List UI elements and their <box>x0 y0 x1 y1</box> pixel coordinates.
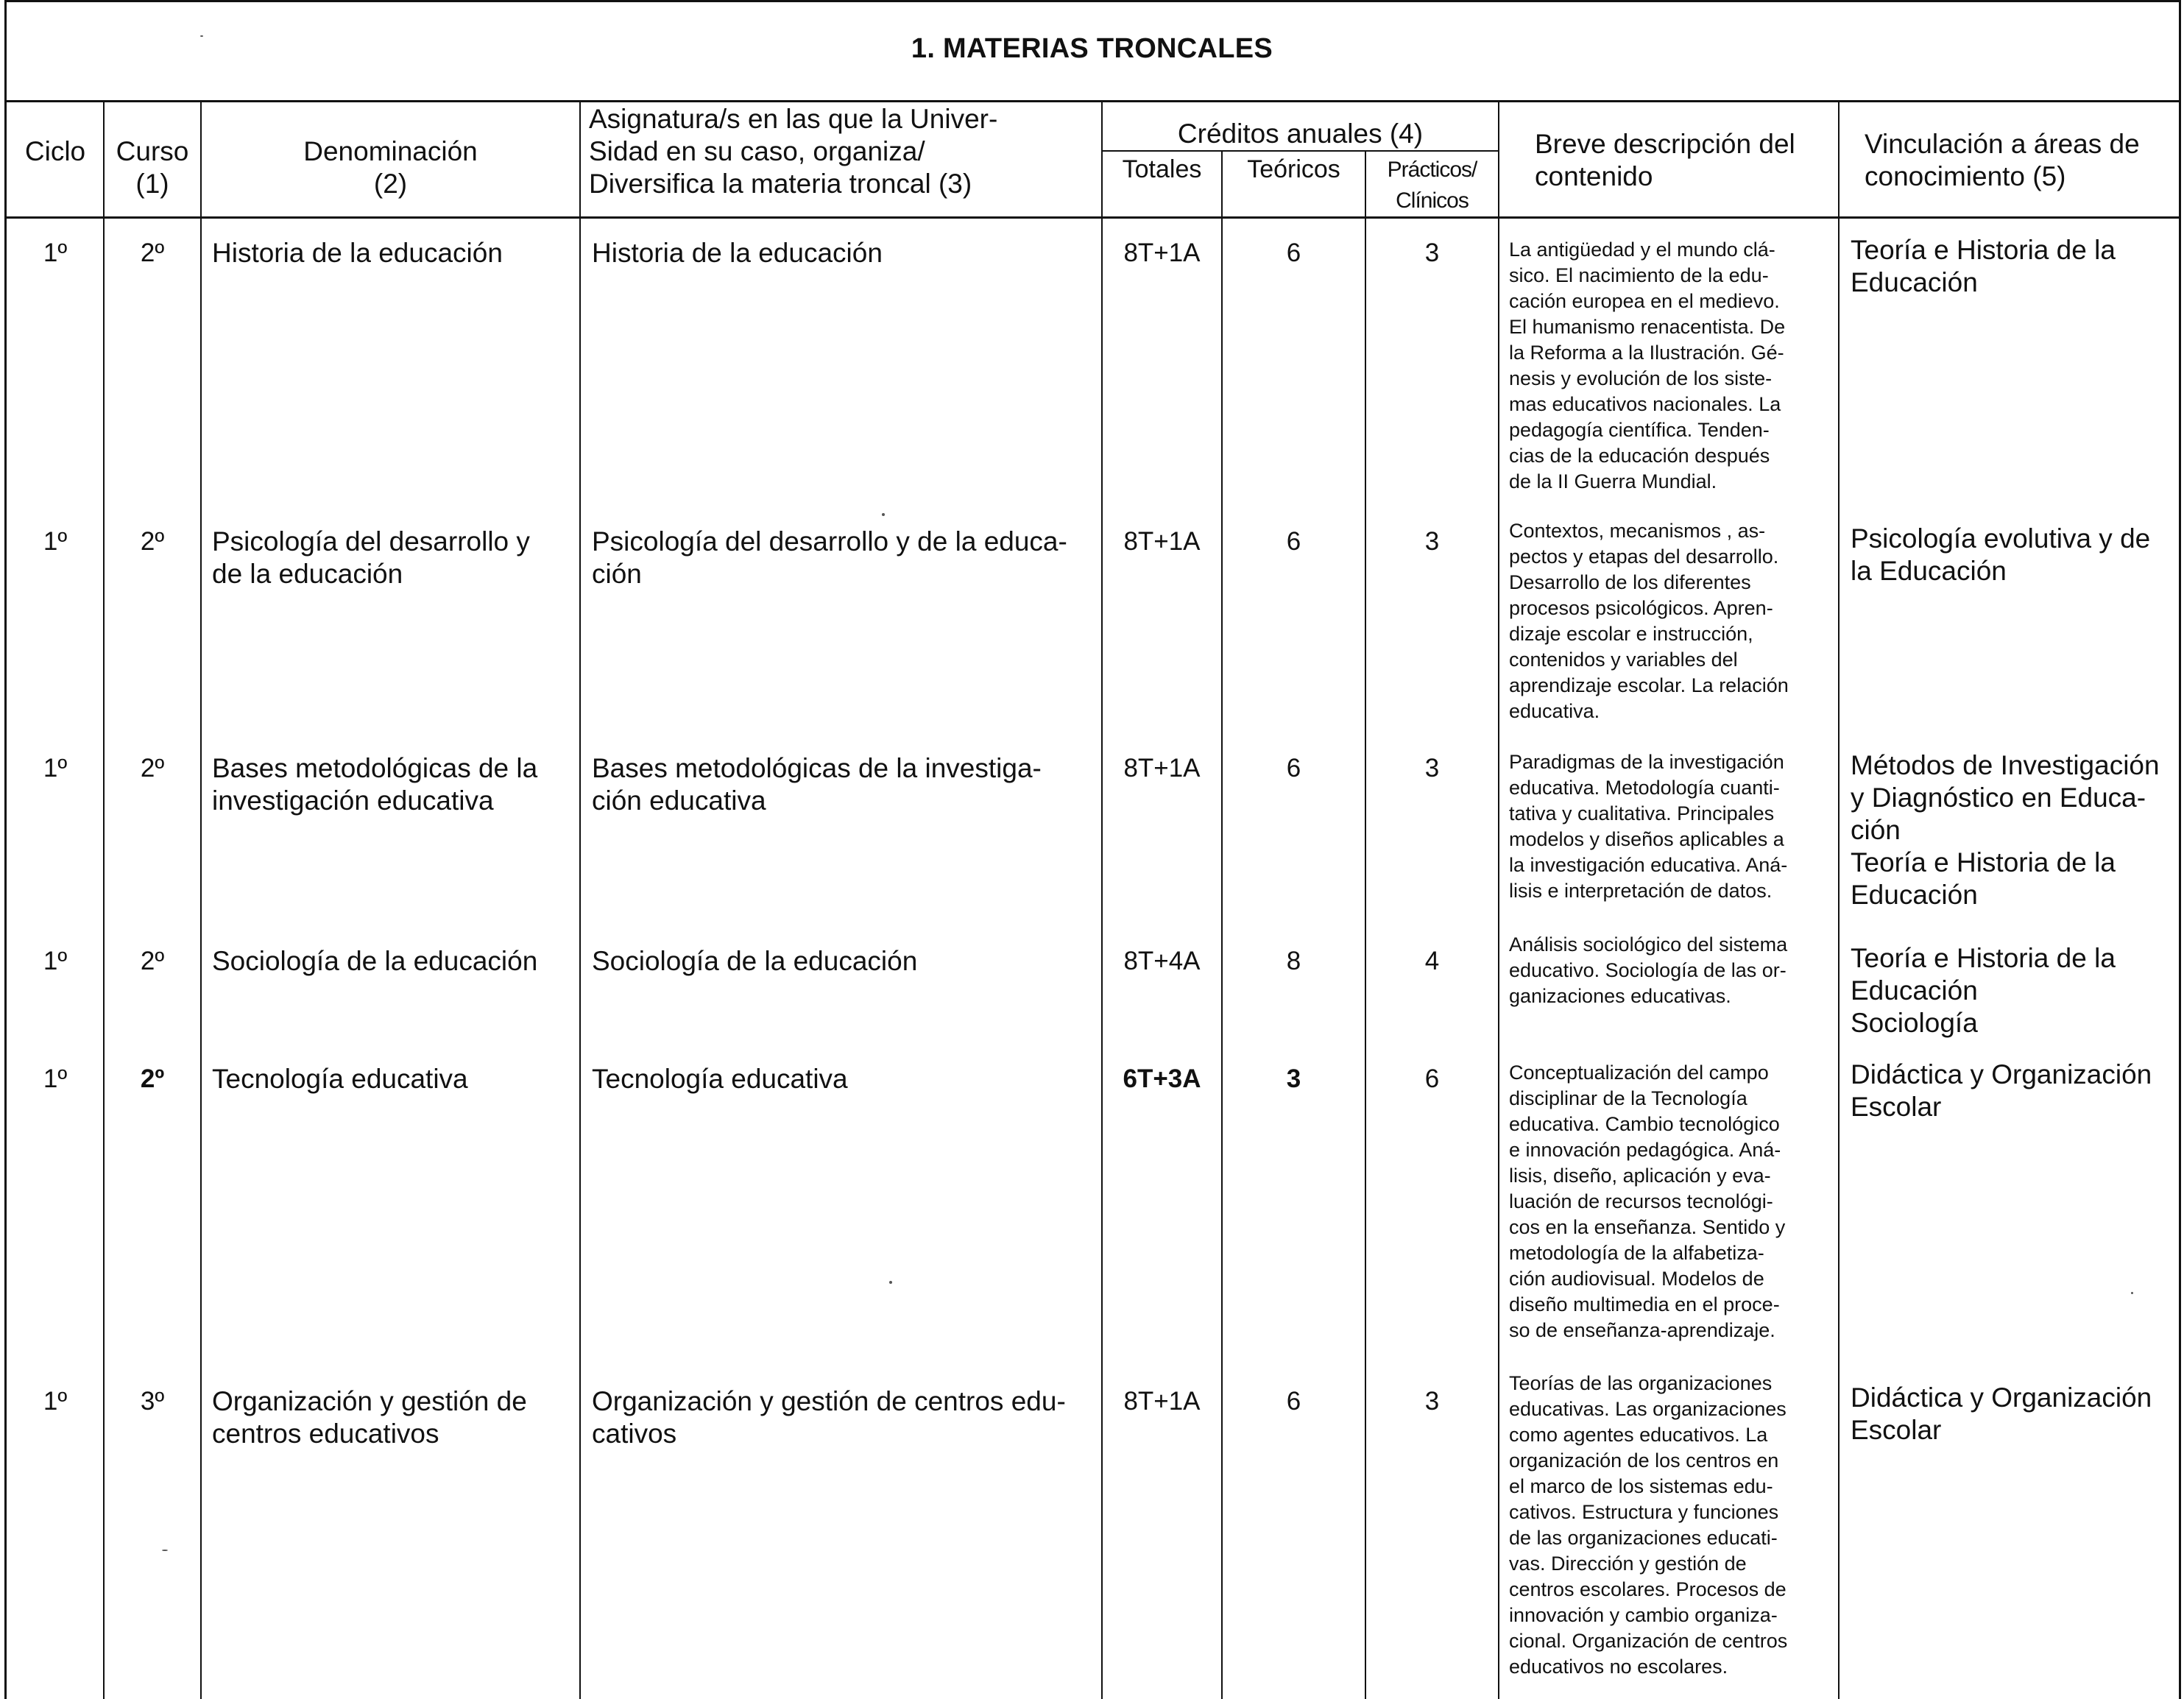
row-totales: 8T+1A <box>1123 754 1201 783</box>
col-divider-7 <box>1498 101 1499 1699</box>
row-practicos: 6 <box>1424 1064 1440 1093</box>
scan-speck <box>200 35 203 37</box>
desc-line: de las organizaciones educati- <box>1509 1527 1778 1549</box>
row-vinculacion: Didáctica y Organización <box>1851 1382 2152 1413</box>
row-practicos: 4 <box>1424 947 1440 975</box>
desc-line: educativas. Las organizaciones <box>1509 1398 1787 1420</box>
row-denominacion: Historia de la educación <box>212 238 503 268</box>
desc-line: mas educativos nacionales. La <box>1509 393 1781 415</box>
desc-line: la investigación educativa. Aná- <box>1509 854 1788 876</box>
desc-line: educativo. Sociología de las or- <box>1509 959 1787 981</box>
desc-line: aprendizaje escolar. La relación <box>1509 674 1789 696</box>
row-curso: 2º <box>140 1064 165 1093</box>
row-vinculacion: Teoría e Historia de la <box>1851 235 2116 265</box>
header-curso-ref: (1) <box>135 169 169 199</box>
row-curso: 2º <box>140 527 165 556</box>
row-totales: 8T+4A <box>1123 947 1201 975</box>
row-curso: 2º <box>140 754 165 783</box>
row-vinculacion: Escolar <box>1851 1415 1942 1445</box>
desc-line: Conceptualización del campo <box>1509 1062 1769 1084</box>
desc-line: diseño multimedia en el proce- <box>1509 1293 1780 1315</box>
row-totales: 8T+1A <box>1123 527 1201 556</box>
row-ciclo: 1º <box>43 947 68 975</box>
row-vinculacion: Educación <box>1851 267 1978 297</box>
row-denominacion: Psicología del desarrollo y <box>212 526 530 557</box>
scan-speck <box>2131 1292 2133 1294</box>
header-curso: Curso <box>116 136 189 166</box>
desc-line: educativos no escolares. <box>1509 1656 1728 1678</box>
row-vinculacion: ción <box>1851 815 1901 845</box>
section-title: 1. MATERIAS TRONCALES <box>911 33 1273 64</box>
row-vinculacion: Teoría e Historia de la <box>1851 943 2116 973</box>
desc-line: El humanismo renacentista. De <box>1509 316 1786 338</box>
header-creditos: Créditos anuales (4) <box>1177 119 1424 149</box>
col-divider-6 <box>1365 151 1366 1699</box>
header-descripcion-line1: Breve descripción del <box>1535 129 1795 159</box>
desc-line: organización de los centros en <box>1509 1449 1779 1472</box>
table-border-right <box>2179 0 2181 1699</box>
row-denominacion: centros educativos <box>212 1419 439 1449</box>
desc-line: pectos y etapas del desarrollo. <box>1509 545 1779 568</box>
row-asignatura: Tecnología educativa <box>592 1064 848 1094</box>
desc-line: la Reforma a la Ilustración. Gé- <box>1509 342 1784 364</box>
col-divider-1 <box>103 101 105 1699</box>
desc-line: cativos. Estructura y funciones <box>1509 1501 1779 1523</box>
row-practicos: 3 <box>1424 527 1440 556</box>
row-teoricos: 6 <box>1286 527 1301 556</box>
desc-line: como agentes educativos. La <box>1509 1424 1768 1446</box>
desc-line: cional. Organización de centros <box>1509 1630 1788 1652</box>
desc-line: educativa. Cambio tecnológico <box>1509 1113 1780 1135</box>
desc-line: sico. El nacimiento de la edu- <box>1509 264 1769 286</box>
header-descripcion-line2: contenido <box>1535 161 1653 191</box>
header-denominacion-ref: (2) <box>373 169 408 199</box>
col-divider-4 <box>1101 101 1103 1699</box>
row-denominacion: Sociología de la educación <box>212 946 538 976</box>
desc-line: ción audiovisual. Modelos de <box>1509 1268 1764 1290</box>
desc-line: nesis y evolución de los siste- <box>1509 367 1773 389</box>
header-vinculacion-line2: conocimiento (5) <box>1865 161 2066 191</box>
row-vinculacion: Métodos de Investigación <box>1851 750 2160 780</box>
row-totales: 8T+1A <box>1123 239 1201 267</box>
row-ciclo: 1º <box>43 1387 68 1416</box>
row-ciclo: 1º <box>43 1064 68 1093</box>
row-totales: 8T+1A <box>1123 1387 1201 1416</box>
desc-line: procesos psicológicos. Apren- <box>1509 597 1773 619</box>
desc-line: de la II Guerra Mundial. <box>1509 470 1717 492</box>
desc-line: dizaje escolar e instrucción, <box>1509 623 1753 645</box>
row-asignatura: Bases metodológicas de la investiga- <box>592 753 1042 783</box>
row-denominacion: Tecnología educativa <box>212 1064 468 1094</box>
header-denominacion: Denominación <box>303 136 478 166</box>
row-asignatura: Historia de la educación <box>592 238 883 268</box>
desc-line: Paradigmas de la investigación <box>1509 751 1784 773</box>
desc-line: lisis, diseño, aplicación y eva- <box>1509 1165 1771 1187</box>
row-practicos: 3 <box>1424 754 1440 783</box>
desc-line: contenidos y variables del <box>1509 649 1738 671</box>
creditos-divider <box>1101 150 1499 152</box>
desc-line: tativa y cualitativa. Principales <box>1509 802 1775 824</box>
scan-speck <box>889 1281 892 1284</box>
desc-line: modelos y diseños aplicables a <box>1509 828 1784 850</box>
row-ciclo: 1º <box>43 754 68 783</box>
desc-line: ganizaciones educativas. <box>1509 985 1731 1007</box>
row-vinculacion: Educación <box>1851 975 1978 1006</box>
desc-line: Desarrollo de los diferentes <box>1509 571 1751 593</box>
row-curso: 2º <box>140 947 165 975</box>
scan-speck <box>882 513 885 516</box>
desc-line: La antigüedad y el mundo clá- <box>1509 239 1775 261</box>
desc-line: pedagogía científica. Tenden- <box>1509 419 1770 441</box>
col-divider-8 <box>1838 101 1840 1699</box>
row-asignatura: ción educativa <box>592 785 766 816</box>
row-practicos: 3 <box>1424 239 1440 267</box>
table-border-top <box>4 0 2181 2</box>
row-teoricos: 3 <box>1286 1064 1301 1093</box>
row-ciclo: 1º <box>43 239 68 267</box>
col-divider-3 <box>579 101 581 1699</box>
row-practicos: 3 <box>1424 1387 1440 1416</box>
desc-line: vas. Dirección y gestión de <box>1509 1553 1747 1575</box>
row-asignatura: Sociología de la educación <box>592 946 918 976</box>
row-teoricos: 6 <box>1286 239 1301 267</box>
desc-line: Análisis sociológico del sistema <box>1509 933 1788 956</box>
row-teoricos: 6 <box>1286 1387 1301 1416</box>
header-totales: Totales <box>1122 155 1202 183</box>
desc-line: lisis e interpretación de datos. <box>1509 880 1773 902</box>
row-vinculacion: Psicología evolutiva y de <box>1851 523 2151 554</box>
header-teoricos: Teóricos <box>1247 155 1340 183</box>
desc-line: el marco de los sistemas edu- <box>1509 1475 1773 1497</box>
header-ciclo: Ciclo <box>24 136 86 166</box>
scan-speck <box>162 1550 168 1551</box>
row-curso: 3º <box>140 1387 165 1416</box>
row-denominacion: de la educación <box>212 559 403 589</box>
row-denominacion: investigación educativa <box>212 785 494 816</box>
desc-line: so de enseñanza-aprendizaje. <box>1509 1319 1775 1341</box>
row-totales: 6T+3A <box>1123 1064 1201 1093</box>
row-asignatura: Organización y gestión de centros edu- <box>592 1386 1066 1416</box>
header-clinicos: Clínicos <box>1396 188 1469 213</box>
row-asignatura: cativos <box>592 1419 677 1449</box>
desc-line: luación de recursos tecnológi- <box>1509 1190 1773 1212</box>
row-ciclo: 1º <box>43 527 68 556</box>
row-vinculacion: Educación <box>1851 880 1978 910</box>
row-teoricos: 8 <box>1286 947 1301 975</box>
col-divider-5 <box>1221 151 1223 1699</box>
desc-line: educativa. Metodología cuanti- <box>1509 777 1780 799</box>
desc-line: Contextos, mecanismos , as- <box>1509 520 1766 542</box>
row-denominacion: Bases metodológicas de la <box>212 753 538 783</box>
desc-line: e innovación pedagógica. Aná- <box>1509 1139 1781 1161</box>
desc-line: disciplinar de la Tecnología <box>1509 1087 1747 1109</box>
title-divider <box>4 100 2181 102</box>
header-asignaturas-line2: Sidad en su caso, organiza/ <box>589 136 925 166</box>
row-vinculacion: Didáctica y Organización <box>1851 1059 2152 1089</box>
row-vinculacion: y Diagnóstico en Educa- <box>1851 783 2146 813</box>
row-teoricos: 6 <box>1286 754 1301 783</box>
col-divider-2 <box>200 101 202 1699</box>
row-vinculacion: Escolar <box>1851 1092 1942 1122</box>
header-asignaturas-line3: Diversifica la materia troncal (3) <box>589 169 972 199</box>
row-vinculacion: Sociología <box>1851 1008 1978 1038</box>
desc-line: metodología de la alfabetiza- <box>1509 1242 1764 1264</box>
row-vinculacion: la Educación <box>1851 556 2007 586</box>
row-vinculacion: Teoría e Historia de la <box>1851 847 2116 877</box>
desc-line: educativa. <box>1509 700 1600 722</box>
header-vinculacion-line1: Vinculación a áreas de <box>1865 129 2140 159</box>
desc-line: innovación y cambio organiza- <box>1509 1604 1778 1626</box>
desc-line: cias de la educación después <box>1509 445 1770 467</box>
row-denominacion: Organización y gestión de <box>212 1386 527 1416</box>
header-asignaturas-line1: Asignatura/s en las que la Univer- <box>589 104 998 134</box>
row-curso: 2º <box>140 239 165 267</box>
row-asignatura: Psicología del desarrollo y de la educa- <box>592 526 1067 557</box>
desc-line: Teorías de las organizaciones <box>1509 1372 1773 1394</box>
header-divider <box>4 216 2181 219</box>
desc-line: cación europea en el medievo. <box>1509 290 1780 312</box>
desc-line: centros escolares. Procesos de <box>1509 1578 1787 1600</box>
header-practicos: Prácticos/ <box>1387 158 1477 182</box>
row-asignatura: ción <box>592 559 642 589</box>
desc-line: cos en la enseñanza. Sentido y <box>1509 1216 1786 1238</box>
